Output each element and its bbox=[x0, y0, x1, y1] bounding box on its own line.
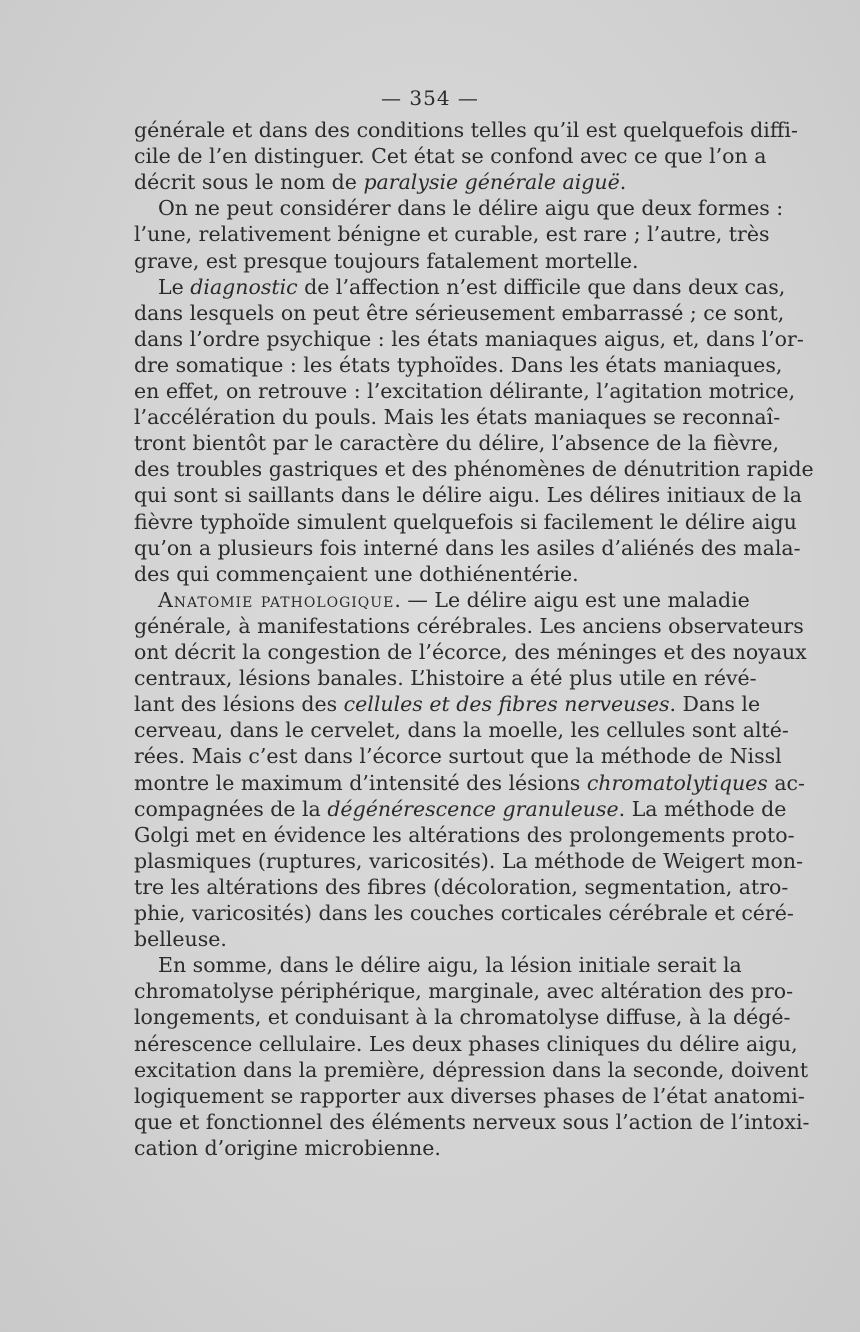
italic-text: paralysie générale aiguë bbox=[363, 170, 620, 195]
page-number: — 354 — bbox=[381, 86, 479, 110]
text-segment: générale et dans des conditions telles qu’il est quelquefois diffi- bbox=[134, 118, 798, 142]
text-line bbox=[158, 195, 784, 221]
text-line bbox=[134, 639, 807, 665]
italic-text: dégénérescence granuleuse bbox=[327, 796, 619, 821]
text-segment: belleuse. bbox=[134, 927, 227, 952]
text-line bbox=[134, 900, 794, 926]
text-segment: des troubles gastriques et des phénomènes de dénutrition rapide bbox=[134, 457, 814, 482]
text-line bbox=[134, 143, 767, 169]
text-line bbox=[134, 1109, 810, 1135]
text-line bbox=[134, 535, 801, 561]
text-segment: centraux, lésions banales. L’histoire a été plus utile en révé- bbox=[134, 666, 757, 691]
text-line bbox=[134, 248, 726, 274]
text-segment: compagnées de la bbox=[134, 796, 328, 821]
text-line bbox=[134, 352, 783, 378]
text-segment: cerveau, dans le cervelet, dans la moelle, les cellules sont alté- bbox=[134, 718, 789, 743]
text-segment: On ne peut considérer dans le délire aigu que deux formes : bbox=[158, 196, 784, 221]
text-line bbox=[134, 613, 804, 639]
text-line bbox=[134, 169, 726, 195]
italic-text: cellules et des fibres nerveuses bbox=[343, 692, 670, 717]
text-line bbox=[158, 952, 742, 978]
text-line bbox=[134, 848, 803, 874]
text-segment: . — Le délire aigu est une maladie bbox=[394, 587, 750, 612]
text-segment: rées. Mais c’est dans l’écorce surtout que la méthode de Nissl bbox=[134, 744, 782, 769]
italic-text: chromatolytiques bbox=[586, 770, 768, 795]
text-segment: . La méthode de bbox=[618, 796, 787, 821]
text-segment: excitation dans la première, dépression dans la seconde, doivent bbox=[134, 1057, 809, 1082]
text-segment: Le bbox=[158, 274, 191, 299]
text-line bbox=[134, 874, 789, 900]
text-segment: des qui commençaient une dothiénentérie. bbox=[134, 561, 579, 586]
text-line bbox=[134, 978, 794, 1004]
text-segment: dans l’ordre psychique : les états maniaques aigus, et, dans l’or- bbox=[134, 326, 804, 351]
text-segment: nérescence cellulaire. Les deux phases cliniques du délire aigu, bbox=[134, 1031, 798, 1056]
text-line bbox=[134, 378, 796, 404]
text-segment: tre les altérations des fibres (décoloration, segmentation, atro- bbox=[134, 874, 789, 899]
text-segment: phie, varicosités) dans les couches corticales cérébrale et céré- bbox=[134, 901, 794, 925]
text-segment: . Dans le bbox=[669, 692, 761, 717]
text-segment: ac- bbox=[767, 770, 805, 795]
italic-text: diagnostic bbox=[190, 274, 298, 299]
text-segment: longements, et conduisant à la chromatolyse diffuse, à la dégé- bbox=[134, 1005, 791, 1030]
text-segment: l’une, relativement bénigne et curable, est rare ; l’autre, très bbox=[134, 222, 770, 247]
text-line bbox=[134, 221, 770, 247]
text-segment: chromatolyse périphérique, marginale, avec altération des pro- bbox=[134, 979, 794, 1004]
text-line bbox=[134, 770, 805, 796]
text-segment: cile de l’en distinguer. Cet état se confond avec ce que l’on a bbox=[134, 144, 767, 169]
text-segment: fièvre typhoïde simulent quelquefois si facilement le délire aigu bbox=[134, 509, 797, 534]
text-line bbox=[134, 1083, 805, 1109]
text-line bbox=[134, 822, 795, 848]
text-segment: qui sont si saillants dans le délire aigu. Les délires initiaux de la bbox=[134, 483, 802, 508]
text-segment: dre somatique : les états typhoïdes. Dans les états maniaques, bbox=[134, 352, 783, 377]
text-segment: que et fonctionnel des éléments nerveux sous l’action de l’intoxi- bbox=[134, 1109, 810, 1134]
text-line bbox=[158, 587, 750, 613]
text-line bbox=[134, 743, 782, 769]
text-line bbox=[134, 561, 726, 587]
text-line bbox=[134, 1004, 791, 1030]
text-line bbox=[134, 796, 787, 822]
text-segment: de l’affection n’est difficile que dans deux cas, bbox=[297, 274, 786, 299]
section-heading: Anatomie pathologique bbox=[158, 587, 395, 612]
text-line bbox=[134, 1135, 726, 1161]
text-segment: l’accélération du pouls. Mais les états maniaques se reconnaî- bbox=[134, 405, 781, 430]
text-segment: en effet, on retrouve : l’excitation délirante, l’agitation motrice, bbox=[134, 379, 796, 403]
text-segment: En somme, dans le délire aigu, la lésion initiale serait la bbox=[158, 953, 742, 978]
text-segment: qu’on a plusieurs fois interné dans les asiles d’aliénés des mala- bbox=[134, 535, 801, 560]
text-segment: tront bientôt par le caractère du délire, l’absence de la fièvre, bbox=[134, 431, 780, 456]
text-line bbox=[134, 1057, 809, 1083]
text-line bbox=[134, 482, 802, 508]
text-line bbox=[134, 509, 797, 535]
text-segment: décrit sous le nom de bbox=[134, 170, 364, 195]
text-segment: générale, à manifestations cérébrales. Les anciens observateurs bbox=[134, 613, 804, 638]
text-line bbox=[134, 665, 757, 691]
text-segment: ont décrit la congestion de l’écorce, des méninges et des noyaux bbox=[134, 640, 807, 664]
text-line bbox=[134, 691, 761, 717]
text-segment: grave, est presque toujours fatalement mortelle. bbox=[134, 248, 639, 273]
text-segment: lant des lésions des bbox=[134, 692, 344, 717]
text-segment: plasmiques (ruptures, varicosités). La méthode de Weigert mon- bbox=[134, 848, 803, 873]
text-segment: logiquement se rapporter aux diverses phases de l’état anatomi- bbox=[134, 1083, 805, 1108]
text-segment: Golgi met en évidence les altérations des prolongements proto- bbox=[134, 822, 795, 847]
text-line bbox=[134, 300, 785, 326]
text-line bbox=[134, 430, 780, 456]
text-segment: . bbox=[619, 170, 627, 195]
text-segment: cation d’origine microbienne. bbox=[134, 1135, 441, 1160]
text-segment: dans lesquels on peut être sérieusement embarrassé ; ce sont, bbox=[134, 300, 785, 325]
text-segment: montre le maximum d’intensité des lésions bbox=[134, 770, 587, 795]
text-line bbox=[134, 717, 789, 743]
text-line bbox=[134, 456, 814, 482]
text-line bbox=[134, 326, 804, 352]
text-line bbox=[134, 404, 781, 430]
text-line bbox=[134, 1031, 798, 1057]
text-line bbox=[158, 274, 786, 300]
text-line bbox=[134, 117, 798, 143]
text-line bbox=[134, 926, 726, 952]
